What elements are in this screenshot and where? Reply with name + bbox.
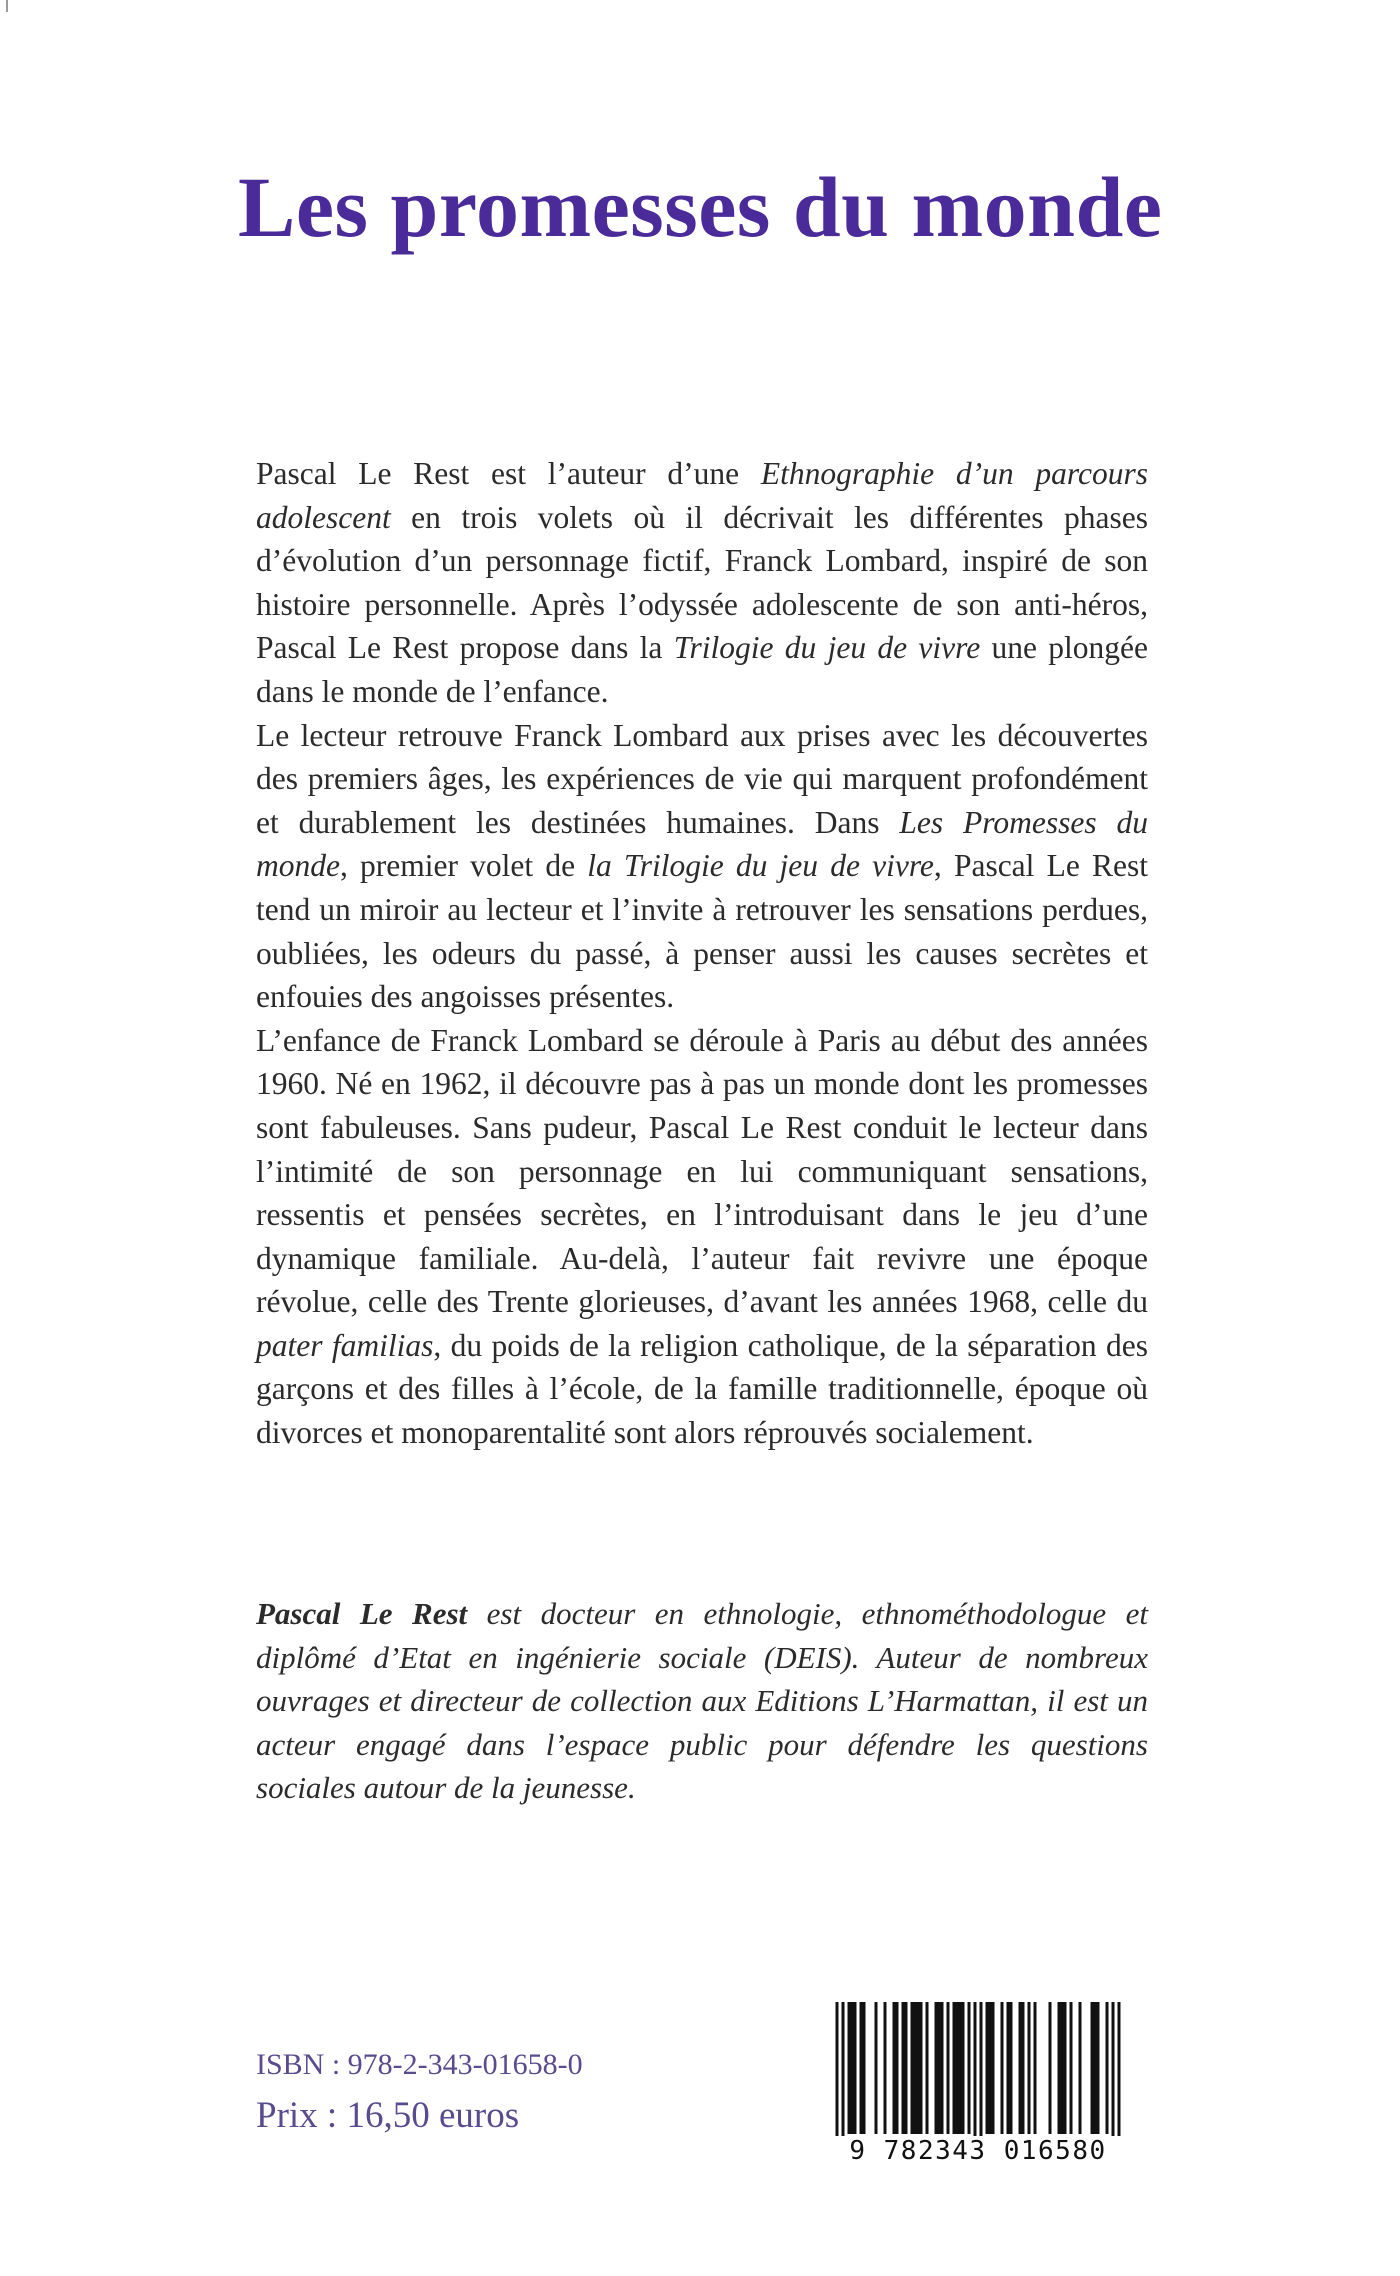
barcode-bar	[917, 2002, 920, 2134]
author-bio-text: est docteur en ethnologie, ethnométhodologue et diplômé d’Etat en ingénierie sociale (DEIS). Auteur de nombreux ouvrages et directeur de collection aux Editions L’Harmattan, il est un acteur engagé dans l’espace public pour défendre les questions sociales autour de la jeunesse.	[256, 1596, 1148, 1806]
barcode-bar	[1022, 2002, 1025, 2134]
barcode-bar	[938, 2002, 941, 2134]
text-run: , Pascal Le Rest tend un miroir au lecteur et l’invite à retrouver les sensations perdues, oubliées, les odeurs du passé, à penser aussi les causes secrètes et enfouies des angoisses présentes.	[256, 848, 1148, 1015]
barcode-bar	[989, 2002, 992, 2134]
barcode-bar	[1091, 2002, 1094, 2134]
barcode-bar	[1019, 2002, 1022, 2134]
barcode-bar	[905, 2002, 908, 2134]
barcode-bar	[875, 2002, 878, 2134]
barcode-bar	[1001, 2002, 1004, 2134]
barcode-bar	[1058, 2002, 1061, 2134]
summary-paragraph	[256, 452, 1148, 714]
text-run: , du poids de la religion catholique, de la séparation des garçons et des filles à l’école, de la famille traditionnelle, époque où divorces et monoparentalité sont alors réprouvés socialement.	[256, 1327, 1148, 1451]
barcode-bar	[968, 2002, 971, 2134]
barcode-bar	[956, 2002, 959, 2134]
barcode-bar	[1106, 2002, 1109, 2134]
barcode-bar	[893, 2002, 896, 2134]
italic-title-run: la Trilogie du jeu de vivre	[587, 848, 934, 884]
barcode-bar	[863, 2002, 866, 2134]
barcode-bar	[851, 2002, 854, 2134]
barcode-bars	[826, 1994, 1130, 2144]
barcode-bar	[1079, 2002, 1082, 2134]
barcode-bar	[926, 2002, 929, 2134]
barcode-bar	[962, 2002, 965, 2134]
crop-mark	[6, 0, 8, 12]
barcode-bar	[986, 2002, 989, 2134]
text-run: une plongée dans le monde de l’enfance.	[256, 630, 1148, 709]
barcode	[826, 1994, 1130, 2178]
barcode-bar	[911, 2002, 914, 2134]
barcode-bar	[1064, 2002, 1067, 2134]
barcode-bar	[959, 2002, 962, 2134]
barcode-bar	[1034, 2002, 1037, 2134]
italic-title-run: Les Promesses du monde	[256, 804, 1149, 884]
text-run: en trois volets où il décrivait les différentes phases d’évolution d’un personnage fictif, Franck Lombard, inspiré de son histoire personnelle. Après l’odyssée adolescente de son anti-héros, Pascal Le Rest propose dans la	[256, 499, 1148, 666]
italic-title-run: Ethnographie d’un parcours adolescent	[256, 456, 1149, 535]
barcode-bar	[902, 2002, 905, 2134]
barcode-bar	[1010, 2002, 1013, 2134]
italic-title-run: Trilogie du jeu de vivre	[673, 630, 981, 666]
barcode-bar	[974, 2002, 977, 2142]
text-run: Le lecteur retrouve Franck Lombard aux prises avec les découvertes des premiers âges, les expériences de vie qui marquent profondément et durablement les destinées humaines. Dans	[256, 717, 1148, 840]
book-summary	[256, 452, 1148, 1455]
barcode-bar	[1061, 2002, 1064, 2134]
barcode-digits: 9 782343 016580	[826, 2136, 1130, 2166]
barcode-bar	[953, 2002, 956, 2134]
barcode-bar	[848, 2002, 851, 2134]
barcode-bar	[1118, 2002, 1121, 2142]
barcode-bar	[920, 2002, 923, 2134]
barcode-bar	[854, 2002, 857, 2134]
author-bio-paragraph	[256, 1592, 1148, 1810]
barcode-bar	[992, 2002, 995, 2134]
summary-paragraph	[256, 1019, 1148, 1455]
author-name: Pascal Le Rest	[256, 1596, 468, 1631]
barcode-bar	[1094, 2002, 1097, 2134]
price-label: Prix : 16,50 euros	[256, 2095, 520, 2136]
barcode-bar	[1007, 2002, 1010, 2134]
author-bio	[256, 1592, 1148, 1810]
italic-title-run: pater familias	[256, 1327, 434, 1363]
barcode-bar	[935, 2002, 938, 2134]
barcode-bar	[1028, 2002, 1031, 2134]
text-run: , premier volet de	[339, 848, 588, 884]
barcode-bar	[1097, 2002, 1100, 2134]
isbn-label: ISBN : 978-2-343-01658-0	[256, 2048, 583, 2081]
barcode-bar	[1112, 2002, 1115, 2142]
barcode-bar	[836, 2002, 839, 2142]
barcode-bar	[896, 2002, 899, 2134]
barcode-bar	[1070, 2002, 1073, 2134]
barcode-bar	[842, 2002, 845, 2142]
barcode-bar	[860, 2002, 863, 2134]
text-run: L’enfance de Franck Lombard se déroule à Paris au début des années 1960. Né en 1962, il découvre pas à pas un monde dont les promesses sont fabuleuses. Sans pudeur, Pascal Le Rest conduit le lecteur dans l’intimité de son personnage en lui communiquant sensations, ressentis et pensées secrètes, en l’introduisant dans le jeu d’une dynamique familiale. Au-delà, l’auteur fait revivre une époque révolue, celle des Trente glorieuses, d’avant les années 1968, celle du	[256, 1022, 1148, 1320]
barcode-bar	[980, 2002, 983, 2142]
barcode-bar	[947, 2002, 950, 2134]
summary-paragraph	[256, 714, 1148, 1019]
book-title: Les promesses du monde	[238, 159, 1163, 255]
barcode-bar	[914, 2002, 917, 2134]
text-run: Pascal Le Rest est l’auteur d’une	[256, 456, 761, 491]
barcode-bar	[941, 2002, 944, 2134]
barcode-bar	[1049, 2002, 1052, 2134]
barcode-bar	[884, 2002, 887, 2134]
